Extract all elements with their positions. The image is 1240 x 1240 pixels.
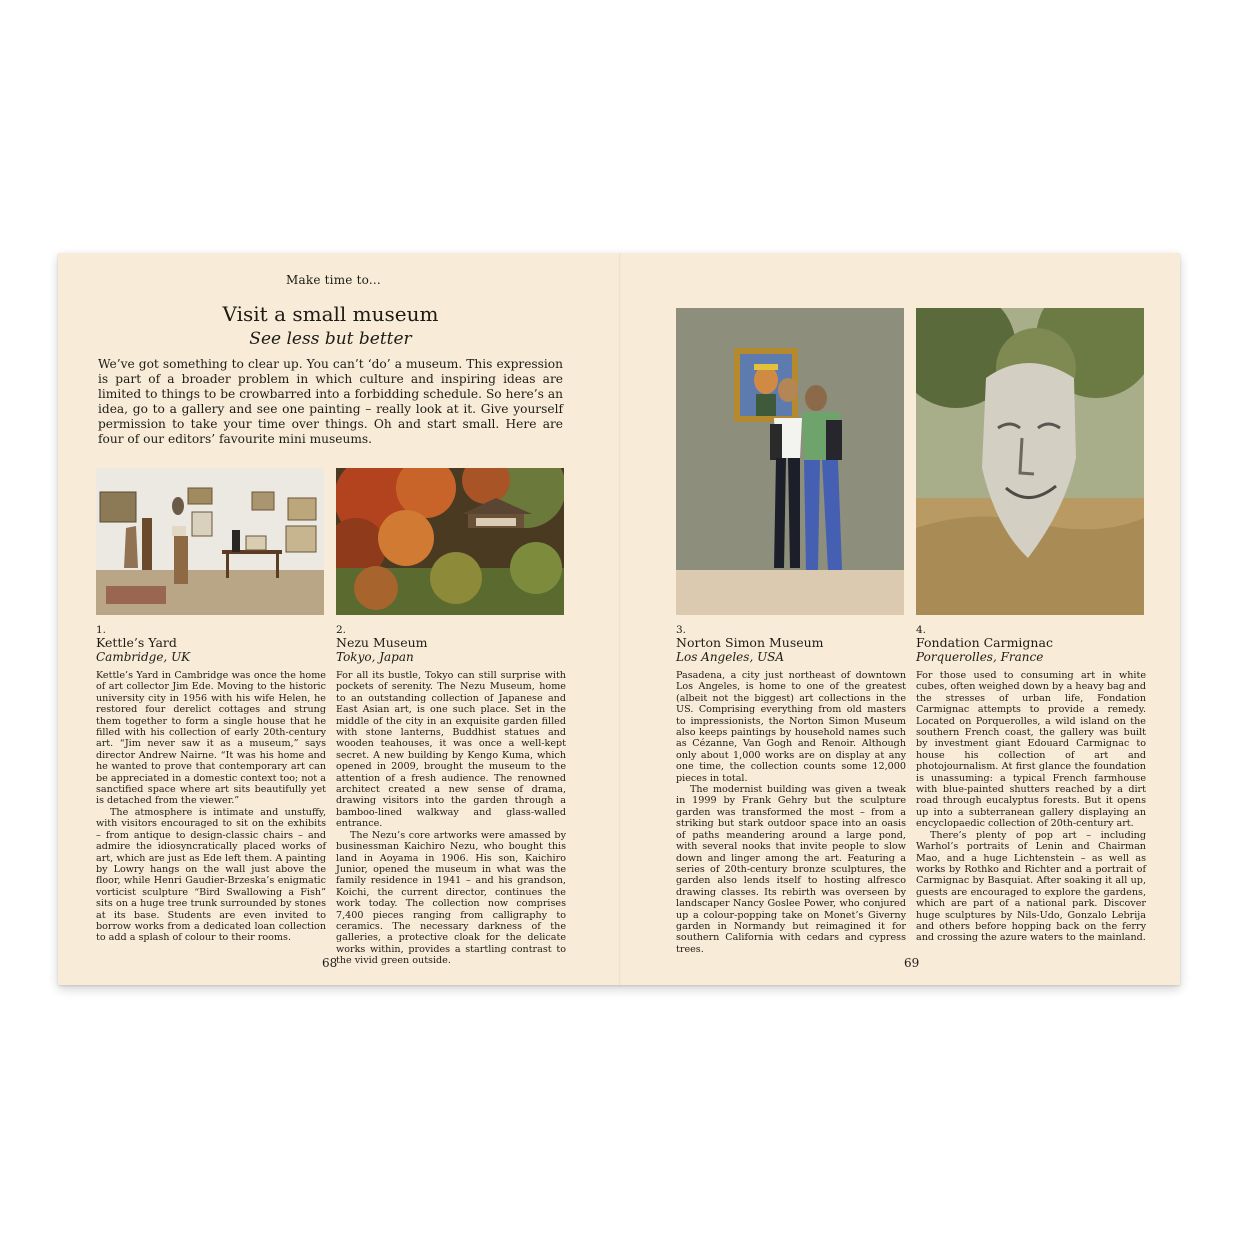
entry-number: 3. [676,624,687,636]
entry-location: Los Angeles, USA [676,650,785,664]
nezu-museum-photo [336,468,564,615]
section-kicker: Make time to... [286,273,381,287]
entry-number: 1. [96,624,107,636]
entry-kettles-yard [96,625,326,944]
page-number-left: 68 [322,956,338,970]
entry-paragraph: The modernist building was given a tweak in 1999 by Frank Gehry but the sculpture garden was transformed the most – from a striking but stark outdoor space into an oasis of paths meandering around a large pond, with several nooks that invite people to slow down and linger among the art. Featuring a series of 20th-century bronze sculptures, the garden also lends itself to hosting alfresco drawing classes. Its rebirth was overseen by landscaper Nancy Goslee Power, who conjured up a colour-popping take on Monet’s Giverny garden in Normandy but reimagined it for southern California with cedars and cypress trees. [676,784,906,955]
entry-location: Tokyo, Japan [336,650,414,664]
entry-paragraph: For all its bustle, Tokyo can still surprise with pockets of serenity. The Nezu Museum, home to an outstanding collection of Japanese and East Asian art, is one such place. Set in the middle of the city in an exquisite garden filled with stone lanterns, Buddhist statues and wooden teahouses, it was once a well-kept secret. A new building by Kengo Kuma, which opened in 2009, brought the museum to the attention of a fresh audience. The renowned architect created a new sense of drama, drawing visitors into the garden through a bamboo-lined walkway and glass-walled entrance. [336,670,566,830]
entry-paragraph: The Nezu’s core artworks were amassed by businessman Kaichiro Nezu, who bought this land in Aoyama in 1906. His son, Kaichiro Junior, opened the museum in what was the family residence in 1941 – and his grandson, Koichi, the current director, continues the work today. The collection now comprises 7,400 pieces ranging from calligraphy to ceramics. The necessary darkness of the galleries, a protective cloak for the delicate works within, provides a startling contrast to the vivid green outside. [336,829,566,967]
magazine-spread [58,253,1180,985]
entry-body [336,670,566,967]
entry-body [916,670,1146,944]
entry-body [676,670,906,955]
article-intro: We’ve got something to clear up. You can’t ‘do’ a museum. This expression is part of a broader problem in which culture and inspiring ideas are limited to things to be crowbarred into a forbidding schedule. So here’s an idea, go to a gallery and see one painting – really look at it. Give yourself permission to take your time over things. Oh and start small. Here are four of our editors’ favourite mini museums. [98,357,563,446]
entry-fondation-carmignac [916,625,1146,944]
entry-location: Porquerolles, France [916,650,1044,664]
entry-paragraph: Pasadena, a city just northeast of downtown Los Angeles, is home to one of the greatest (albeit not the biggest) art collections in the US. Comprising everything from old masters to impressionists, the Norton Simon Museum also keeps paintings by household names such as Cézanne, Van Gogh and Renoir. Although only about 1,000 works are on display at any one time, the collection counts some 12,000 pieces in total. [676,670,906,784]
entry-number: 2. [336,624,347,636]
entry-name: Nezu Museum [336,635,428,650]
entry-name: Kettle’s Yard [96,635,177,650]
page-gutter [619,253,621,985]
entry-paragraph: Kettle’s Yard in Cambridge was once the home of art collector Jim Ede. Moving to the historic university city in 1956 with his wife Helen, he restored four derelict cottages and strung them together to form a single house that he filled with his collection of early 20th-century art. “Jim never saw it as a museum,” says director Andrew Nairne. “It was his home and he wanted to prove that contemporary art can be appreciated in a domestic context too; not a sanctified space where art sits beautifully yet is detached from the viewer.” [96,670,326,807]
article-subtitle: See less but better [249,329,412,349]
norton-simon-photo [676,308,904,615]
entry-number: 4. [916,624,927,636]
entry-body [96,670,326,944]
entry-norton-simon [676,625,906,955]
entry-name: Norton Simon Museum [676,635,824,650]
fondation-carmignac-photo [916,308,1144,615]
entry-paragraph: For those used to consuming art in white cubes, often weighed down by a heavy bag and the stresses of urban life, Fondation Carmignac attempts to provide a remedy. Located on Porquerolles, a wild island on the southern French coast, the gallery was built by investment giant Edouard Carmignac to house his collection of art and photojournalism. At first glance the foundation is unassuming: a typical French farmhouse with blue-painted shutters reached by a dirt road through eucalyptus forests. But it opens up into a subterranean gallery displaying an encyclopaedic collection of 20th-century art. [916,670,1146,830]
entry-paragraph: The atmosphere is intimate and unstuffy, with visitors encouraged to sit on the exhibits – from antique to design-classic chairs – and admire the idiosyncratically placed works of art, which are just as Ede left them. A painting by Lowry hangs on the wall just above the floor, while Henri Gaudier-Brzeska’s enigmatic vorticist sculpture “Bird Swallowing a Fish” sits on a huge tree trunk surrounded by stones at its base. Students are even invited to borrow works from a dedicated loan collection to add a splash of colour to their rooms. [96,806,326,944]
entry-paragraph: There’s plenty of pop art – including Warhol’s portraits of Lenin and Chairman Mao, and a huge Lichtenstein – as well as works by Rothko and Richter and a portrait of Carmignac by Basquiat. After soaking it all up, guests are encouraged to explore the gardens, which are part of a national park. Discover huge sculptures by Nils-Udo, Gonzalo Lebrija and others before hopping back on the ferry and crossing the azure waters to the mainland. [916,829,1146,944]
entry-nezu-museum [336,625,566,967]
entry-location: Cambridge, UK [96,650,191,664]
article-title: Visit a small museum [222,302,439,326]
kettles-yard-photo [96,468,324,615]
page-number-right: 69 [904,956,920,970]
entry-name: Fondation Carmignac [916,635,1053,650]
